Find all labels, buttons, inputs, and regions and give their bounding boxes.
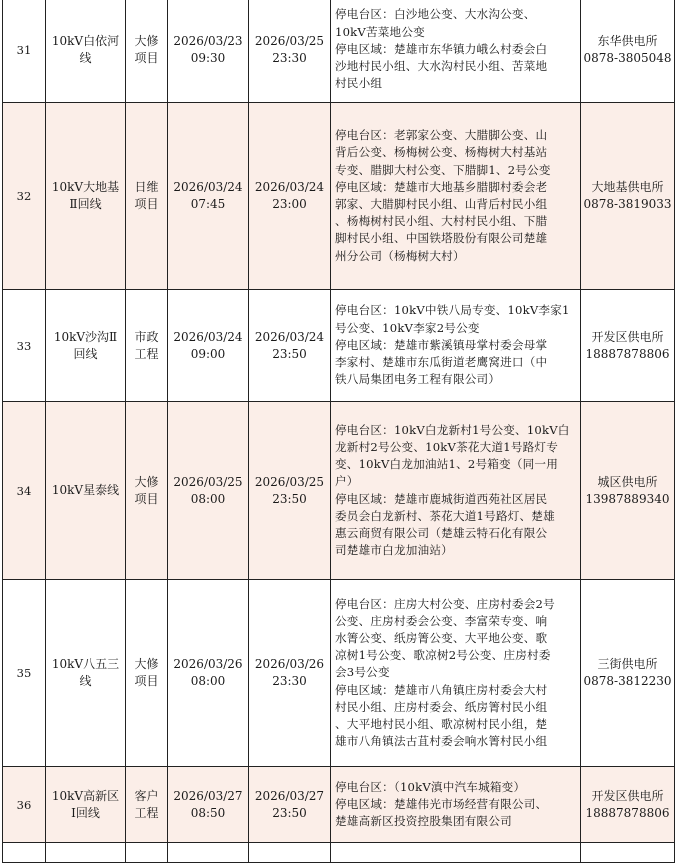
work-type: 大修 项目: [126, 0, 168, 103]
contact-office: 大地基供电所 0878-3819033: [581, 103, 675, 290]
end-time: 2026/03/24 23:50: [249, 290, 331, 402]
outage-details: 停电台区：庄房大村公变、庄房村委会2号 公变、庄房村委会公变、李富荣专变、响 水箐公变、纸房箐公变、大平地公变、歌 凉树1号公变、歌凉树2号公变、庄房村委 会3号公变 停电区域：楚雄市八角镇庄房村委会大村 村民小组、庄房村委会、纸房箐村民小组 、大平地村民小组、歌凉树村民小组，楚 雄市八角镇法古苴村委会响水箐村民小组: [331, 580, 581, 767]
line-name: 10kV高新区 Ⅰ回线: [46, 767, 126, 843]
contact-office: 开发区供电所 18887878806: [581, 767, 675, 843]
start-time: 2026/03/24 09:00: [168, 290, 249, 402]
work-type: 大修 项目: [126, 402, 168, 580]
line-name: 10kV星泰线: [46, 402, 126, 580]
line-name: 10kV白依河 线: [46, 0, 126, 103]
table-row: [3, 290, 675, 402]
table-row: [3, 767, 675, 843]
end-time: 2026/03/25 23:30: [249, 0, 331, 103]
start-time: 2026/03/26 08:00: [168, 580, 249, 767]
empty-cell: [249, 843, 331, 863]
power-outage-table: [2, 0, 675, 863]
outage-details: 停电台区：白沙地公变、大水沟公变、 10kV苦菜地公变 停电区域：楚雄市东华镇力峨么村委会白 沙地村民小组、大水沟村民小组、苦菜地 村民小组: [331, 0, 581, 103]
table-row: [3, 580, 675, 767]
outage-details: 停电台区：（10kV滇中汽车城箱变） 停电区域：楚雄伟光市场经营有限公司、 楚雄高新区投资控股集团有限公司: [331, 767, 581, 843]
empty-cell: [126, 843, 168, 863]
end-time: 2026/03/25 23:50: [249, 402, 331, 580]
row-number: 31: [3, 0, 46, 103]
end-time: 2026/03/27 23:50: [249, 767, 331, 843]
row-number: 35: [3, 580, 46, 767]
empty-cell: [581, 843, 675, 863]
contact-office: 东华供电所 0878-3805048: [581, 0, 675, 103]
table-row: [3, 0, 675, 103]
table-body: [3, 0, 675, 863]
line-name: 10kV八五三 线: [46, 580, 126, 767]
contact-office: 三街供电所 0878-3812230: [581, 580, 675, 767]
start-time: 2026/03/23 09:30: [168, 0, 249, 103]
line-name: 10kV大地基 Ⅱ回线: [46, 103, 126, 290]
row-number: 32: [3, 103, 46, 290]
outage-details: 停电台区：10kV白龙新村1号公变、10kV白 龙新村2号公变、10kV茶花大道1号路灯专 变、10kV白龙加油站1、2号箱变（同一用 户） 停电区域：楚雄市鹿城街道西苑社区居民 委员会白龙新村、茶花大道1号路灯、楚雄 惠云商贸有限公司（楚雄云特石化有限公 司楚雄市白龙加油站）: [331, 402, 581, 580]
start-time: 2026/03/27 08:50: [168, 767, 249, 843]
end-time: 2026/03/26 23:30: [249, 580, 331, 767]
outage-details: 停电台区：10kV中铁八局专变、10kV李家1 号公变、10kV李家2号公变 停电区域：楚雄市紫溪镇母掌村委会母掌 李家村、楚雄市东瓜街道老鹰窝进口（中 铁八局集团电务工程有限公司）: [331, 290, 581, 402]
table-row: [3, 402, 675, 580]
row-number: 33: [3, 290, 46, 402]
work-type: 大修 项目: [126, 580, 168, 767]
empty-cell: [3, 843, 46, 863]
start-time: 2026/03/25 08:00: [168, 402, 249, 580]
end-time: 2026/03/24 23:00: [249, 103, 331, 290]
empty-cell: [168, 843, 249, 863]
empty-cell: [331, 843, 581, 863]
outage-details: 停电台区：老郭家公变、大腊脚公变、山 背后公变、杨梅树公变、杨梅树大村基站 专变、腊脚大村公变、下腊脚1、2号公变 停电区域：楚雄市大地基乡腊脚村委会老 郭家、大腊脚村民小组、山背后村民小组 、杨梅树村民小组、大村村民小组、下腊 脚村民小组、中国铁塔股份有限公司楚雄 州分公司（杨梅树大村）: [331, 103, 581, 290]
work-type: 客户 工程: [126, 767, 168, 843]
start-time: 2026/03/24 07:45: [168, 103, 249, 290]
line-name: 10kV沙沟Ⅱ 回线: [46, 290, 126, 402]
contact-office: 城区供电所 13987889340: [581, 402, 675, 580]
empty-cell: [46, 843, 126, 863]
table-row-partial: [3, 843, 675, 863]
work-type: 日维 项目: [126, 103, 168, 290]
row-number: 36: [3, 767, 46, 843]
table-row: [3, 103, 675, 290]
work-type: 市政 工程: [126, 290, 168, 402]
contact-office: 开发区供电所 18887878806: [581, 290, 675, 402]
row-number: 34: [3, 402, 46, 580]
